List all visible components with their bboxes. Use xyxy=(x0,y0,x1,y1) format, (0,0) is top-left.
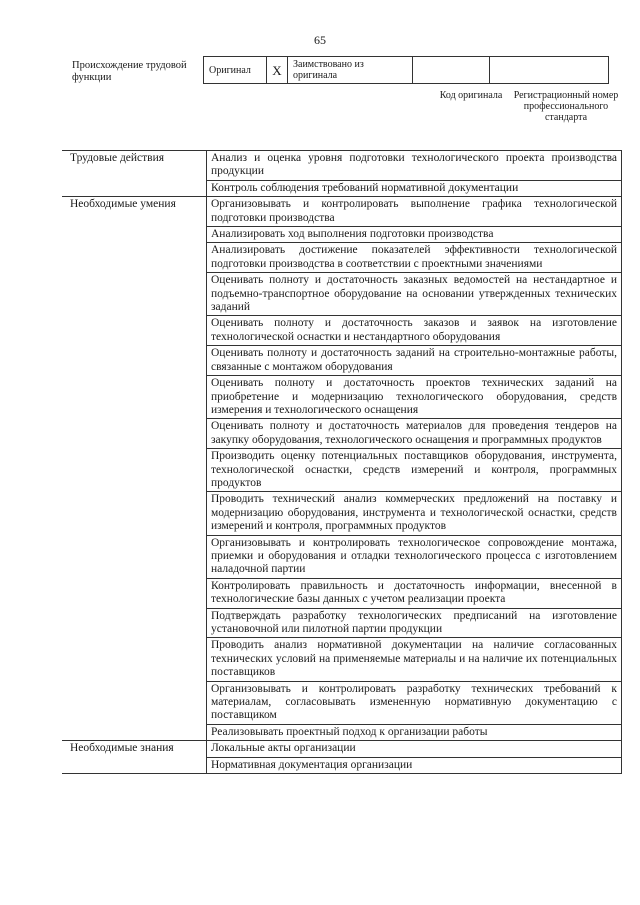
list-item: Оценивать полноту и достаточность заказных ведомостей на нестандартное и подъемно-транспортное оборудование на основании утвержденных технических заданий xyxy=(207,273,622,316)
list-item: Организовывать и контролировать разработку технических требований к материалам, согласовывать измененную нормативную документацию с поставщиком xyxy=(207,681,622,724)
list-item: Подтверждать разработку технологических предписаний на изготовление установочной или пилотной партии продукции xyxy=(207,608,622,638)
original-cell: Оригинал xyxy=(204,57,267,84)
table-row xyxy=(62,197,622,227)
table-row xyxy=(62,492,622,535)
table-row xyxy=(62,757,622,773)
section-title-knowledge: Необходимые знания xyxy=(62,741,207,757)
page-number: 65 xyxy=(314,33,326,47)
list-item: Оценивать полноту и достаточность заданий на строительно-монтажные работы, связанные с монтажом оборудования xyxy=(207,346,622,376)
list-item: Оценивать полноту и достаточность проектов технических заданий на приобретение и модернизацию технологического оборудования, средств измерения и технологического оснащения xyxy=(207,376,622,419)
list-item: Анализировать достижение показателей эффективности технологической подготовки производства в соответствии с проектными значениями xyxy=(207,243,622,273)
list-item: Контроль соблюдения требований нормативной документации xyxy=(207,180,622,196)
list-item: Проводить технический анализ коммерческих предложений на поставку и модернизацию оборудования, инструмента и технологической оснастки, средств измерений и контроля, программных продуктов xyxy=(207,492,622,535)
table-row xyxy=(62,376,622,419)
list-item: Анализировать ход выполнения подготовки производства xyxy=(207,227,622,243)
table-row xyxy=(62,681,622,724)
code-cell xyxy=(413,57,490,84)
table-row xyxy=(62,535,622,578)
reg-number-cell xyxy=(490,57,609,84)
list-item: Анализ и оценка уровня подготовки технологического проекта производства продукции xyxy=(207,151,622,181)
origin-table xyxy=(203,56,609,84)
table-row xyxy=(62,316,622,346)
list-item: Нормативная документация организации xyxy=(207,757,622,773)
code-caption: Код оригинала xyxy=(439,90,503,101)
list-item: Производить оценку потенциальных поставщиков оборудования, инструмента, технологической оснастки, средств измерений и контроля, программных продуктов xyxy=(207,449,622,492)
borrowed-cell: Заимствовано из оригинала xyxy=(288,57,413,84)
table-row xyxy=(62,273,622,316)
list-item: Реализовывать проектный подход к организации работы xyxy=(207,724,622,740)
table-row xyxy=(62,608,622,638)
table-row xyxy=(62,151,622,181)
list-item: Организовывать и контролировать технологическое сопровождение монтажа, приемки и оборудования и отладки технологического процесса с изготовлением наладочной партии xyxy=(207,535,622,578)
list-item: Локальные акты организации xyxy=(207,741,622,757)
table-row xyxy=(62,449,622,492)
table-row xyxy=(62,419,622,449)
list-item: Организовывать и контролировать выполнение графика технологической подготовки производства xyxy=(207,197,622,227)
table-row xyxy=(62,724,622,740)
table-row xyxy=(62,243,622,273)
section-title-actions: Трудовые действия xyxy=(62,151,207,181)
table-row xyxy=(62,638,622,681)
section-title-skills: Необходимые умения xyxy=(62,197,207,227)
list-item: Проводить анализ нормативной документации на наличие согласованных технических условий на применяемые материалы и на наличие их потенциальных поставщиков xyxy=(207,638,622,681)
list-item: Оценивать полноту и достаточность заказов и заявок на изготовление технологической оснастки и нестандартного оборудования xyxy=(207,316,622,346)
list-item: Оценивать полноту и достаточность материалов для проведения тендеров на закупку оборудования, технологического оснащения и программных продуктов xyxy=(207,419,622,449)
labor-function-table xyxy=(62,150,622,774)
list-item: Контролировать правильность и достаточность информации, внесенной в технологические базы данных с учетом реализации проекта xyxy=(207,578,622,608)
table-row xyxy=(62,180,622,196)
original-mark: X xyxy=(267,57,288,84)
table-row xyxy=(62,741,622,757)
table-row xyxy=(62,227,622,243)
table-row xyxy=(62,346,622,376)
origin-label: Происхождение трудовой функции xyxy=(72,60,187,83)
reg-number-caption: Регистрационный номер профессионального стандарта xyxy=(513,90,619,123)
table-row xyxy=(62,578,622,608)
